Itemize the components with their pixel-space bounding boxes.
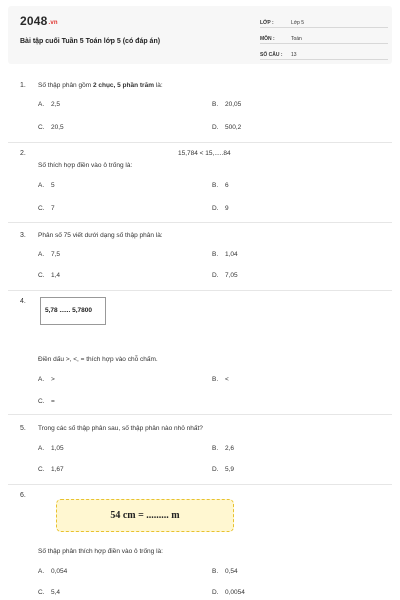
option-letter: D. [212,272,219,279]
question-stem: Phân số 75 viết dưới dạng số thập phân là: [38,232,163,239]
question-stem: Số thập phân thích hợp điền vào ô trống là: [38,548,163,555]
meta-count [260,50,388,60]
option-text: 0,0054 [225,589,245,596]
question-number: 4. [20,298,26,305]
option-text: 9 [225,205,229,212]
option-text: 0,54 [225,568,238,575]
divider [8,222,392,223]
option-letter: A. [38,376,45,383]
option-text: 5,4 [51,589,61,596]
question-number: 3. [20,232,26,239]
option-text: 7,05 [225,272,238,279]
option-letter: B. [212,445,219,452]
question-expression: 15,784 < 15,.....84 [178,150,231,157]
question-number: 6. [20,492,26,499]
option-letter: D. [212,466,219,473]
logo-suffix: .vn [48,20,58,26]
option-c[interactable] [38,589,60,596]
option-text: 1,67 [51,466,64,473]
option-c[interactable] [38,205,55,212]
question-stem: Số thích hợp điền vào ô trống là: [38,162,133,169]
option-text: 1,4 [51,272,61,279]
option-letter: C. [38,124,45,131]
option-b[interactable] [212,182,229,189]
question-stem: Trong các số thập phân sau, số thập phân nào nhỏ nhất? [38,425,203,432]
option-text: 0,054 [51,568,68,575]
divider [8,414,392,415]
question-number: 5. [20,425,26,432]
option-letter: B. [212,101,219,108]
option-text: > [51,376,55,383]
meta-value: Toán [291,36,302,42]
site-logo[interactable] [20,14,58,28]
option-text: 2,6 [225,445,235,452]
option-b[interactable] [212,568,238,575]
option-text: 7 [51,205,55,212]
option-letter: B. [212,251,219,258]
meta-class [260,18,388,28]
question-stem [38,82,163,89]
option-text: 5 [51,182,55,189]
option-a[interactable] [38,101,60,108]
divider [8,484,392,485]
divider [8,142,392,143]
option-letter: C. [38,398,45,405]
meta-subject [260,34,388,44]
option-text: 5,9 [225,466,235,473]
option-a[interactable] [38,182,55,189]
option-letter: B. [212,182,219,189]
stem-text: là: [153,82,163,89]
option-b[interactable] [212,376,229,383]
option-d[interactable] [212,589,245,596]
option-a[interactable] [38,251,60,258]
option-letter: A. [38,251,45,258]
option-text: 20,5 [51,124,64,131]
conversion-text: 54 cm = ......... m [110,510,180,521]
option-letter: D. [212,124,219,131]
option-letter: D. [212,589,219,596]
question-stem: Điền dấu >, <, = thích hợp vào chỗ chấm. [38,356,158,363]
question-number: 1. [20,82,26,89]
stem-text: Số thập phân gồm [38,82,93,89]
option-c[interactable] [38,124,64,131]
option-letter: A. [38,182,45,189]
option-d[interactable] [212,466,234,473]
option-text: 2,5 [51,101,61,108]
meta-value: Lớp 5 [291,20,305,26]
option-letter: B. [212,568,219,575]
option-c[interactable] [38,466,64,473]
option-a[interactable] [38,568,67,575]
logo-text: 2048 [20,14,48,28]
comparison-box [40,297,106,325]
option-a[interactable] [38,376,55,383]
divider [8,290,392,291]
option-d[interactable] [212,124,241,131]
option-letter: B. [212,376,219,383]
option-letter: C. [38,466,45,473]
document-header [8,6,392,64]
meta-label: SỐ CÂU : [260,52,283,58]
stem-bold: 2 chục, 5 phần trăm [92,82,154,89]
option-letter: A. [38,568,45,575]
option-text: = [51,398,55,405]
option-b[interactable] [212,101,241,108]
option-b[interactable] [212,251,238,258]
document-title: Bài tập cuối Tuần 5 Toán lớp 5 (có đáp án) [20,38,161,45]
question-number: 2. [20,150,26,157]
option-text: 7,5 [51,251,61,258]
option-c[interactable] [38,398,55,405]
option-c[interactable] [38,272,60,279]
option-letter: D. [212,205,219,212]
option-d[interactable] [212,272,238,279]
meta-value: 13 [291,52,297,58]
option-text: 6 [225,182,229,189]
option-letter: C. [38,589,45,596]
option-letter: C. [38,205,45,212]
option-d[interactable] [212,205,229,212]
option-letter: A. [38,445,45,452]
option-text: 1,04 [225,251,238,258]
meta-label: LỚP : [260,20,274,26]
meta-label: MÔN : [260,36,275,42]
option-b[interactable] [212,445,234,452]
option-a[interactable] [38,445,64,452]
conversion-box [56,499,234,532]
option-letter: C. [38,272,45,279]
option-letter: A. [38,101,45,108]
option-text: 20,05 [225,101,242,108]
option-text: 500,2 [225,124,242,131]
option-text: < [225,376,229,383]
comparison-text: 5,78 ...... 5,7800 [45,307,92,314]
option-text: 1,05 [51,445,64,452]
